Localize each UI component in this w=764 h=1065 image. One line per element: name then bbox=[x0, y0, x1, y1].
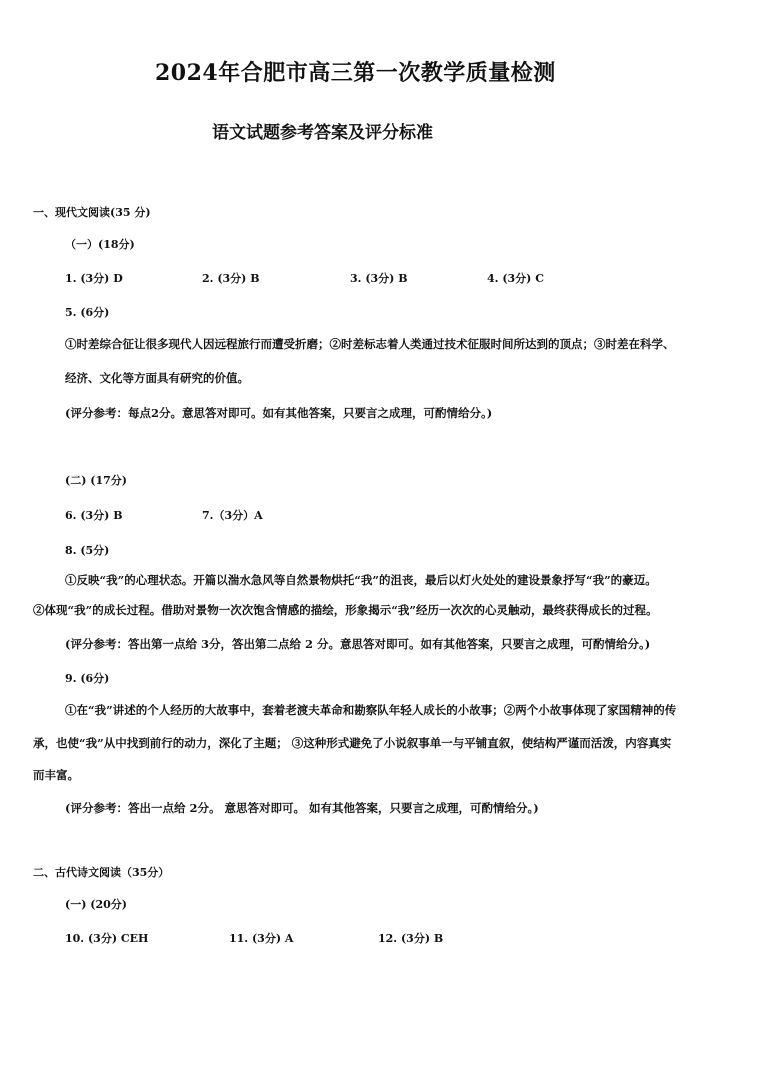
part-heading-1: （一）(18分) bbox=[65, 238, 135, 251]
answer-q11: 11. (3分) A bbox=[229, 932, 294, 945]
answer-q12: 12. (3分) B bbox=[378, 932, 444, 945]
grading-note-q9: (评分参考：答出一点给 2分。 意思答对即可。 如有其他答案，只要言之成理，可酌情给分。) bbox=[65, 801, 539, 815]
document-title: 2024年合肥市高三第一次教学质量检测 bbox=[155, 60, 556, 86]
answer-q7: 7.（3分）A bbox=[202, 509, 263, 522]
grading-note-q5: (评分参考：每点2分。意思答对即可。如有其他答案，只要言之成理，可酌情给分。) bbox=[65, 406, 493, 420]
answer-q1: 1. (3分) D bbox=[65, 272, 123, 285]
document-subtitle: 语文试题参考答案及评分标准 bbox=[212, 123, 433, 143]
answer-q9-line1: ①在“我”讲述的个人经历的大故事中，套着老渡夫革命和勘察队年轻人成长的小故事；②两个小故事体现了家国精神的传 bbox=[65, 703, 677, 717]
grading-note-q8: (评分参考：答出第一点给 3分，答出第二点给 2 分。意思答对即可。如有其他答案，只要言之成理，可酌情给分。) bbox=[65, 637, 651, 651]
answer-q9-line2: 承，也使“我”从中找到前行的动力，深化了主题； ③这种形式避免了小说叙事单一与平铺直叙，使结构严谨而活泼，内容真实 bbox=[33, 736, 672, 750]
answer-q8-line2: ②体现“我”的成长过程。借助对景物一次次饱含情感的描绘，形象揭示“我”经历一次次的心灵触动，最终获得成长的过程。 bbox=[33, 603, 658, 617]
question-heading-q9: 9. (6分) bbox=[65, 672, 110, 685]
part-heading-classical-1: (一) (20分) bbox=[65, 898, 127, 911]
part-heading-2: (二) (17分) bbox=[65, 474, 127, 487]
answer-q8-line1: ①反映“我”的心理状态。开篇以湍水急风等自然景物烘托“我”的沮丧，最后以灯火处处的建设景象抒写“我”的豪迈。 bbox=[65, 573, 657, 587]
answer-q4: 4. (3分) C bbox=[487, 272, 544, 285]
answer-q6: 6. (3分) B bbox=[65, 509, 123, 522]
answer-q10: 10. (3分) CEH bbox=[65, 932, 149, 945]
section-heading-classical-reading: 二、古代诗文阅读（35分） bbox=[33, 866, 170, 879]
question-heading-q5: 5. (6分) bbox=[65, 306, 110, 319]
question-heading-q8: 8. (5分) bbox=[65, 544, 110, 557]
section-heading-modern-reading: 一、现代文阅读(35 分) bbox=[33, 206, 151, 219]
answer-q2: 2. (3分) B bbox=[202, 272, 260, 285]
answer-q9-line3: 而丰富。 bbox=[33, 768, 79, 782]
answer-q3: 3. (3分) B bbox=[350, 272, 408, 285]
answer-q5-line1: ①时差综合征让很多现代人因远程旅行而遭受折磨；②时差标志着人类通过技术征服时间所达到的顶点；③时差在科学、 bbox=[65, 337, 675, 351]
answer-q5-line2: 经济、文化等方面具有研究的价值。 bbox=[65, 371, 249, 385]
